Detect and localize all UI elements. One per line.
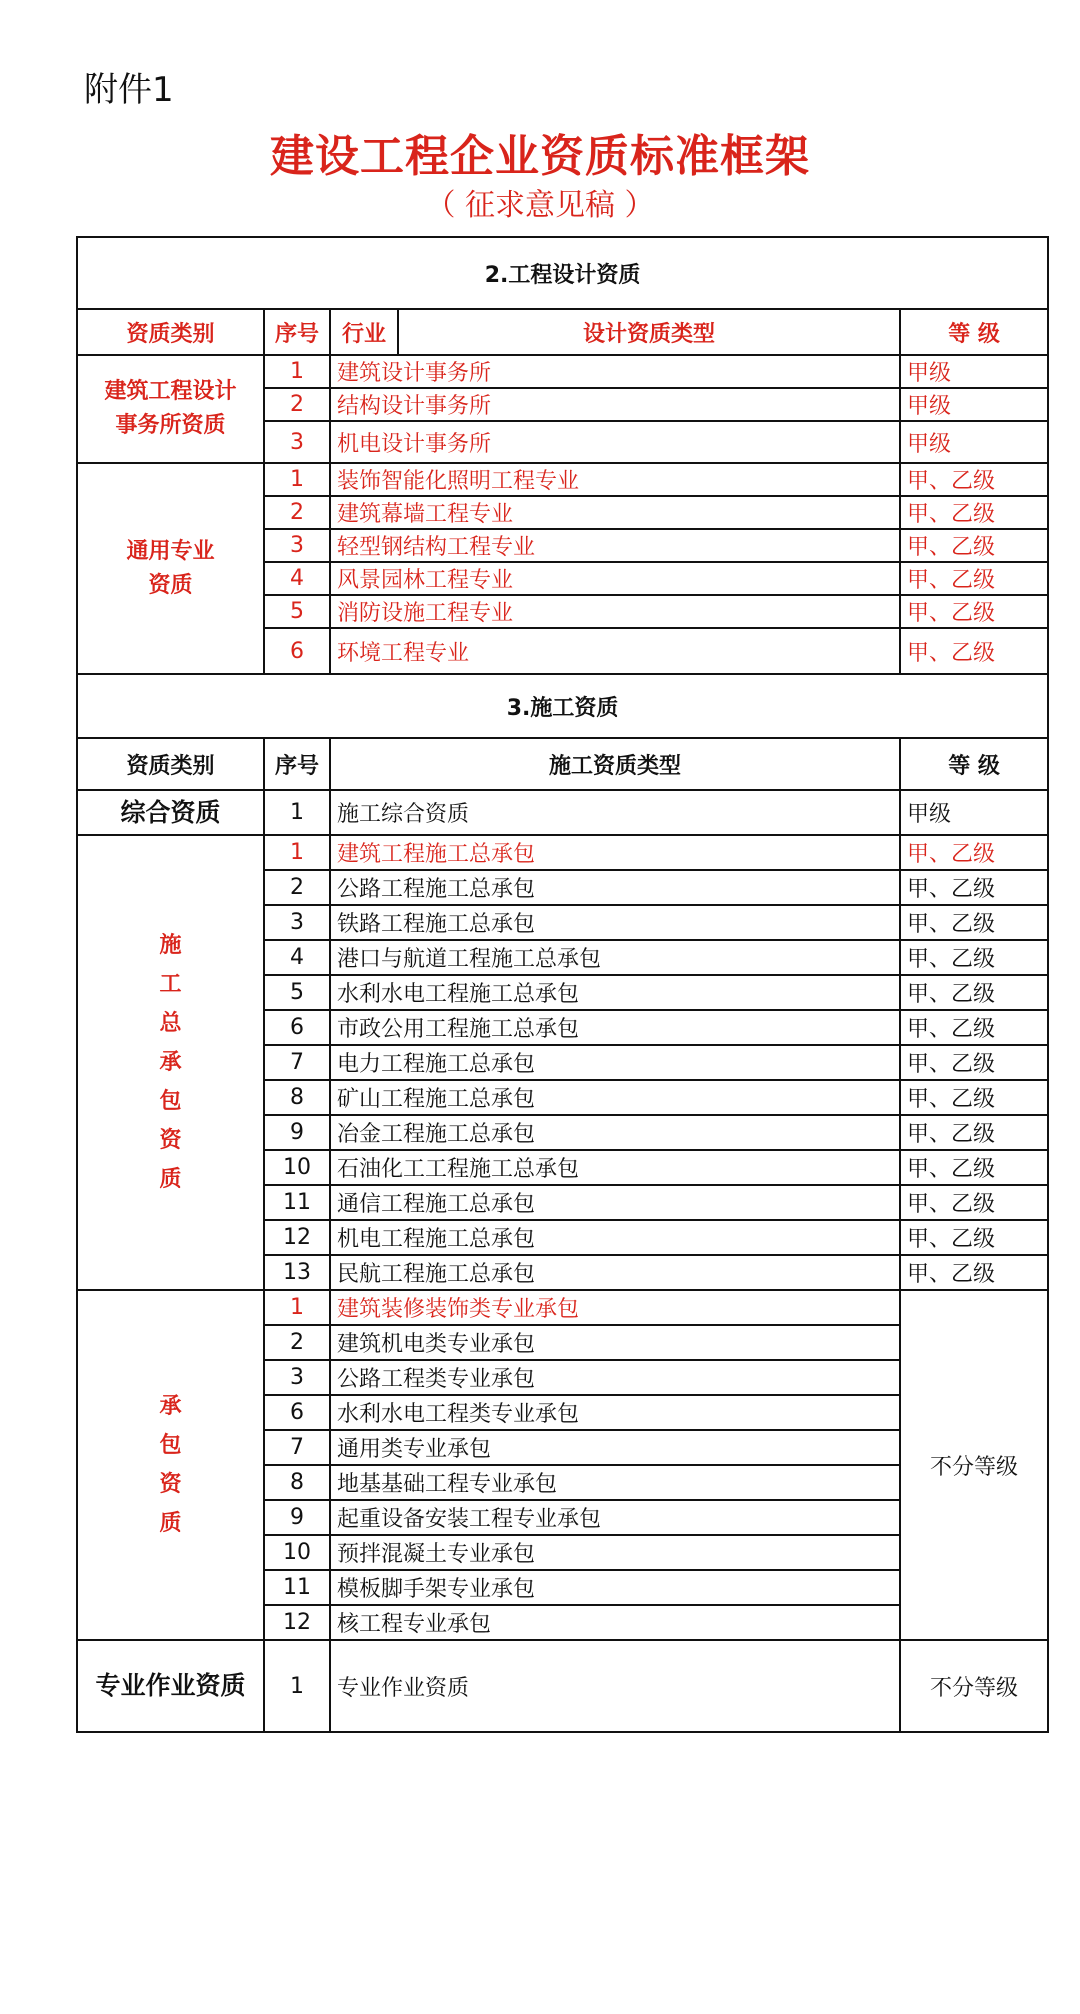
row-seq: 9 [264,1500,330,1535]
row-seq: 2 [264,388,330,421]
construction-section-title: 3.施工资质 [77,674,1048,738]
row-grade: 甲、乙级 [900,1045,1048,1080]
row-seq: 4 [264,940,330,975]
header-seq: 序号 [264,309,330,355]
table-row [77,1290,1048,1325]
row-seq: 3 [264,529,330,562]
design-section-header [77,237,1048,355]
row-grade: 甲、乙级 [900,940,1048,975]
header-seq: 序号 [264,738,330,790]
category-line: 建筑工程设计 [104,379,237,404]
row-type: 预拌混凝土专业承包 [330,1535,900,1570]
table-row [77,835,1048,870]
row-seq: 10 [264,1535,330,1570]
row-seq: 7 [264,1045,330,1080]
header-category: 资质类别 [77,309,264,355]
category-line: 资质 [148,572,193,598]
row-grade: 甲、乙级 [900,975,1048,1010]
document-title: 建设工程企业资质标准框架 [270,131,810,182]
row-grade: 甲、乙级 [900,835,1048,870]
row-type: 建筑工程施工总承包 [330,835,900,870]
row-type: 通用类专业承包 [330,1430,900,1465]
specialty-grade: 不分等级 [900,1290,1048,1640]
row-type: 铁路工程施工总承包 [330,905,900,940]
row-grade: 甲、乙级 [900,562,1048,595]
row-type: 矿山工程施工总承包 [330,1080,900,1115]
labor-category: 专业作业资质 [77,1640,264,1732]
header-construction-type: 施工资质类型 [330,738,900,790]
comprehensive-category: 综合资质 [77,790,264,835]
document-subtitle: （ 征求意见稿 ） [425,188,655,223]
row-grade: 甲级 [900,355,1048,388]
row-type: 建筑装修装饰类专业承包 [330,1290,900,1325]
header-grade: 等 级 [900,738,1048,790]
header-design-type: 设计资质类型 [398,309,900,355]
row-type: 专业作业资质 [330,1640,900,1732]
row-seq: 10 [264,1150,330,1185]
row-seq: 7 [264,1430,330,1465]
row-type: 建筑设计事务所 [330,355,900,388]
row-grade: 甲、乙级 [900,1010,1048,1045]
category-char: 包 [159,1089,182,1114]
table-row [77,1640,1048,1732]
row-seq: 1 [264,1640,330,1732]
row-grade: 甲、乙级 [900,529,1048,562]
row-seq: 5 [264,975,330,1010]
row-type: 消防设施工程专业 [330,595,900,628]
table-row [77,355,1048,388]
row-seq: 8 [264,1080,330,1115]
row-type: 市政公用工程施工总承包 [330,1010,900,1045]
row-seq: 1 [264,463,330,496]
row-seq: 2 [264,496,330,529]
row-type: 港口与航道工程施工总承包 [330,940,900,975]
design-header-row [77,309,1048,355]
row-type: 电力工程施工总承包 [330,1045,900,1080]
construction-section-header [77,674,1048,835]
row-type: 起重设备安装工程专业承包 [330,1500,900,1535]
general-contracting-category [77,835,264,1290]
row-seq: 1 [264,1290,330,1325]
row-seq: 13 [264,1255,330,1290]
row-grade: 甲、乙级 [900,1185,1048,1220]
specialty-contracting-category [77,1290,264,1640]
row-seq: 1 [264,790,330,835]
row-seq: 11 [264,1570,330,1605]
header-category: 资质类别 [77,738,264,790]
row-type: 石油化工工程施工总承包 [330,1150,900,1185]
row-seq: 6 [264,628,330,674]
labor-body [77,1640,1048,1732]
row-type: 通信工程施工总承包 [330,1185,900,1220]
row-grade: 甲、乙级 [900,496,1048,529]
row-seq: 8 [264,1465,330,1500]
design-category-1 [77,355,264,463]
table-row [77,790,1048,835]
row-seq: 6 [264,1395,330,1430]
row-type: 机电设计事务所 [330,421,900,463]
row-grade: 甲、乙级 [900,1115,1048,1150]
category-char: 质 [159,1167,182,1192]
row-seq: 6 [264,1010,330,1045]
row-seq: 1 [264,355,330,388]
category-char: 承 [159,1394,182,1419]
row-type: 公路工程施工总承包 [330,870,900,905]
header-industry: 行业 [330,309,398,355]
category-char: 质 [159,1511,182,1536]
row-seq: 11 [264,1185,330,1220]
row-grade: 甲、乙级 [900,870,1048,905]
row-grade: 甲、乙级 [900,1255,1048,1290]
row-seq: 1 [264,835,330,870]
row-type: 冶金工程施工总承包 [330,1115,900,1150]
row-type: 地基基础工程专业承包 [330,1465,900,1500]
row-type: 模板脚手架专业承包 [330,1570,900,1605]
row-grade: 甲、乙级 [900,905,1048,940]
row-seq: 3 [264,905,330,940]
row-grade: 甲、乙级 [900,1150,1048,1185]
row-type: 核工程专业承包 [330,1605,900,1640]
category-char: 包 [159,1433,182,1458]
row-grade: 甲级 [900,388,1048,421]
row-grade: 甲级 [900,790,1048,835]
row-grade: 甲、乙级 [900,1220,1048,1255]
design-body [77,355,1048,674]
category-char: 承 [159,1050,182,1075]
row-seq: 2 [264,870,330,905]
row-type: 建筑机电类专业承包 [330,1325,900,1360]
category-char: 施 [159,933,182,958]
category-char: 资 [159,1128,182,1153]
row-type: 轻型钢结构工程专业 [330,529,900,562]
category-char: 总 [159,1011,182,1036]
row-seq: 3 [264,421,330,463]
row-grade: 不分等级 [900,1640,1048,1732]
category-char: 工 [159,972,182,997]
design-category-2 [77,463,264,674]
row-type: 水利水电工程类专业承包 [330,1395,900,1430]
row-seq: 2 [264,1325,330,1360]
row-type: 环境工程专业 [330,628,900,674]
row-type: 风景园林工程专业 [330,562,900,595]
specialty-contracting-body [77,1290,1048,1640]
attachment-label: 附件1 [84,70,174,110]
row-grade: 甲、乙级 [900,628,1048,674]
row-seq: 4 [264,562,330,595]
table-row [77,463,1048,496]
row-type: 装饰智能化照明工程专业 [330,463,900,496]
design-section-title: 2.工程设计资质 [77,237,1048,309]
row-type: 机电工程施工总承包 [330,1220,900,1255]
qualification-table [76,236,1049,1733]
row-type: 水利水电工程施工总承包 [330,975,900,1010]
row-grade: 甲级 [900,421,1048,463]
category-char: 资 [159,1472,182,1497]
row-seq: 12 [264,1605,330,1640]
row-seq: 5 [264,595,330,628]
construction-header-row [77,738,1048,790]
row-type: 建筑幕墙工程专业 [330,496,900,529]
row-type: 施工综合资质 [330,790,900,835]
row-seq: 9 [264,1115,330,1150]
row-type: 公路工程类专业承包 [330,1360,900,1395]
row-grade: 甲、乙级 [900,463,1048,496]
row-seq: 12 [264,1220,330,1255]
row-seq: 3 [264,1360,330,1395]
category-line: 事务所资质 [115,413,226,438]
row-grade: 甲、乙级 [900,595,1048,628]
row-type: 结构设计事务所 [330,388,900,421]
header-grade: 等 级 [900,309,1048,355]
row-grade: 甲、乙级 [900,1080,1048,1115]
general-contracting-body [77,835,1048,1290]
category-line: 通用专业 [126,538,215,564]
row-type: 民航工程施工总承包 [330,1255,900,1290]
